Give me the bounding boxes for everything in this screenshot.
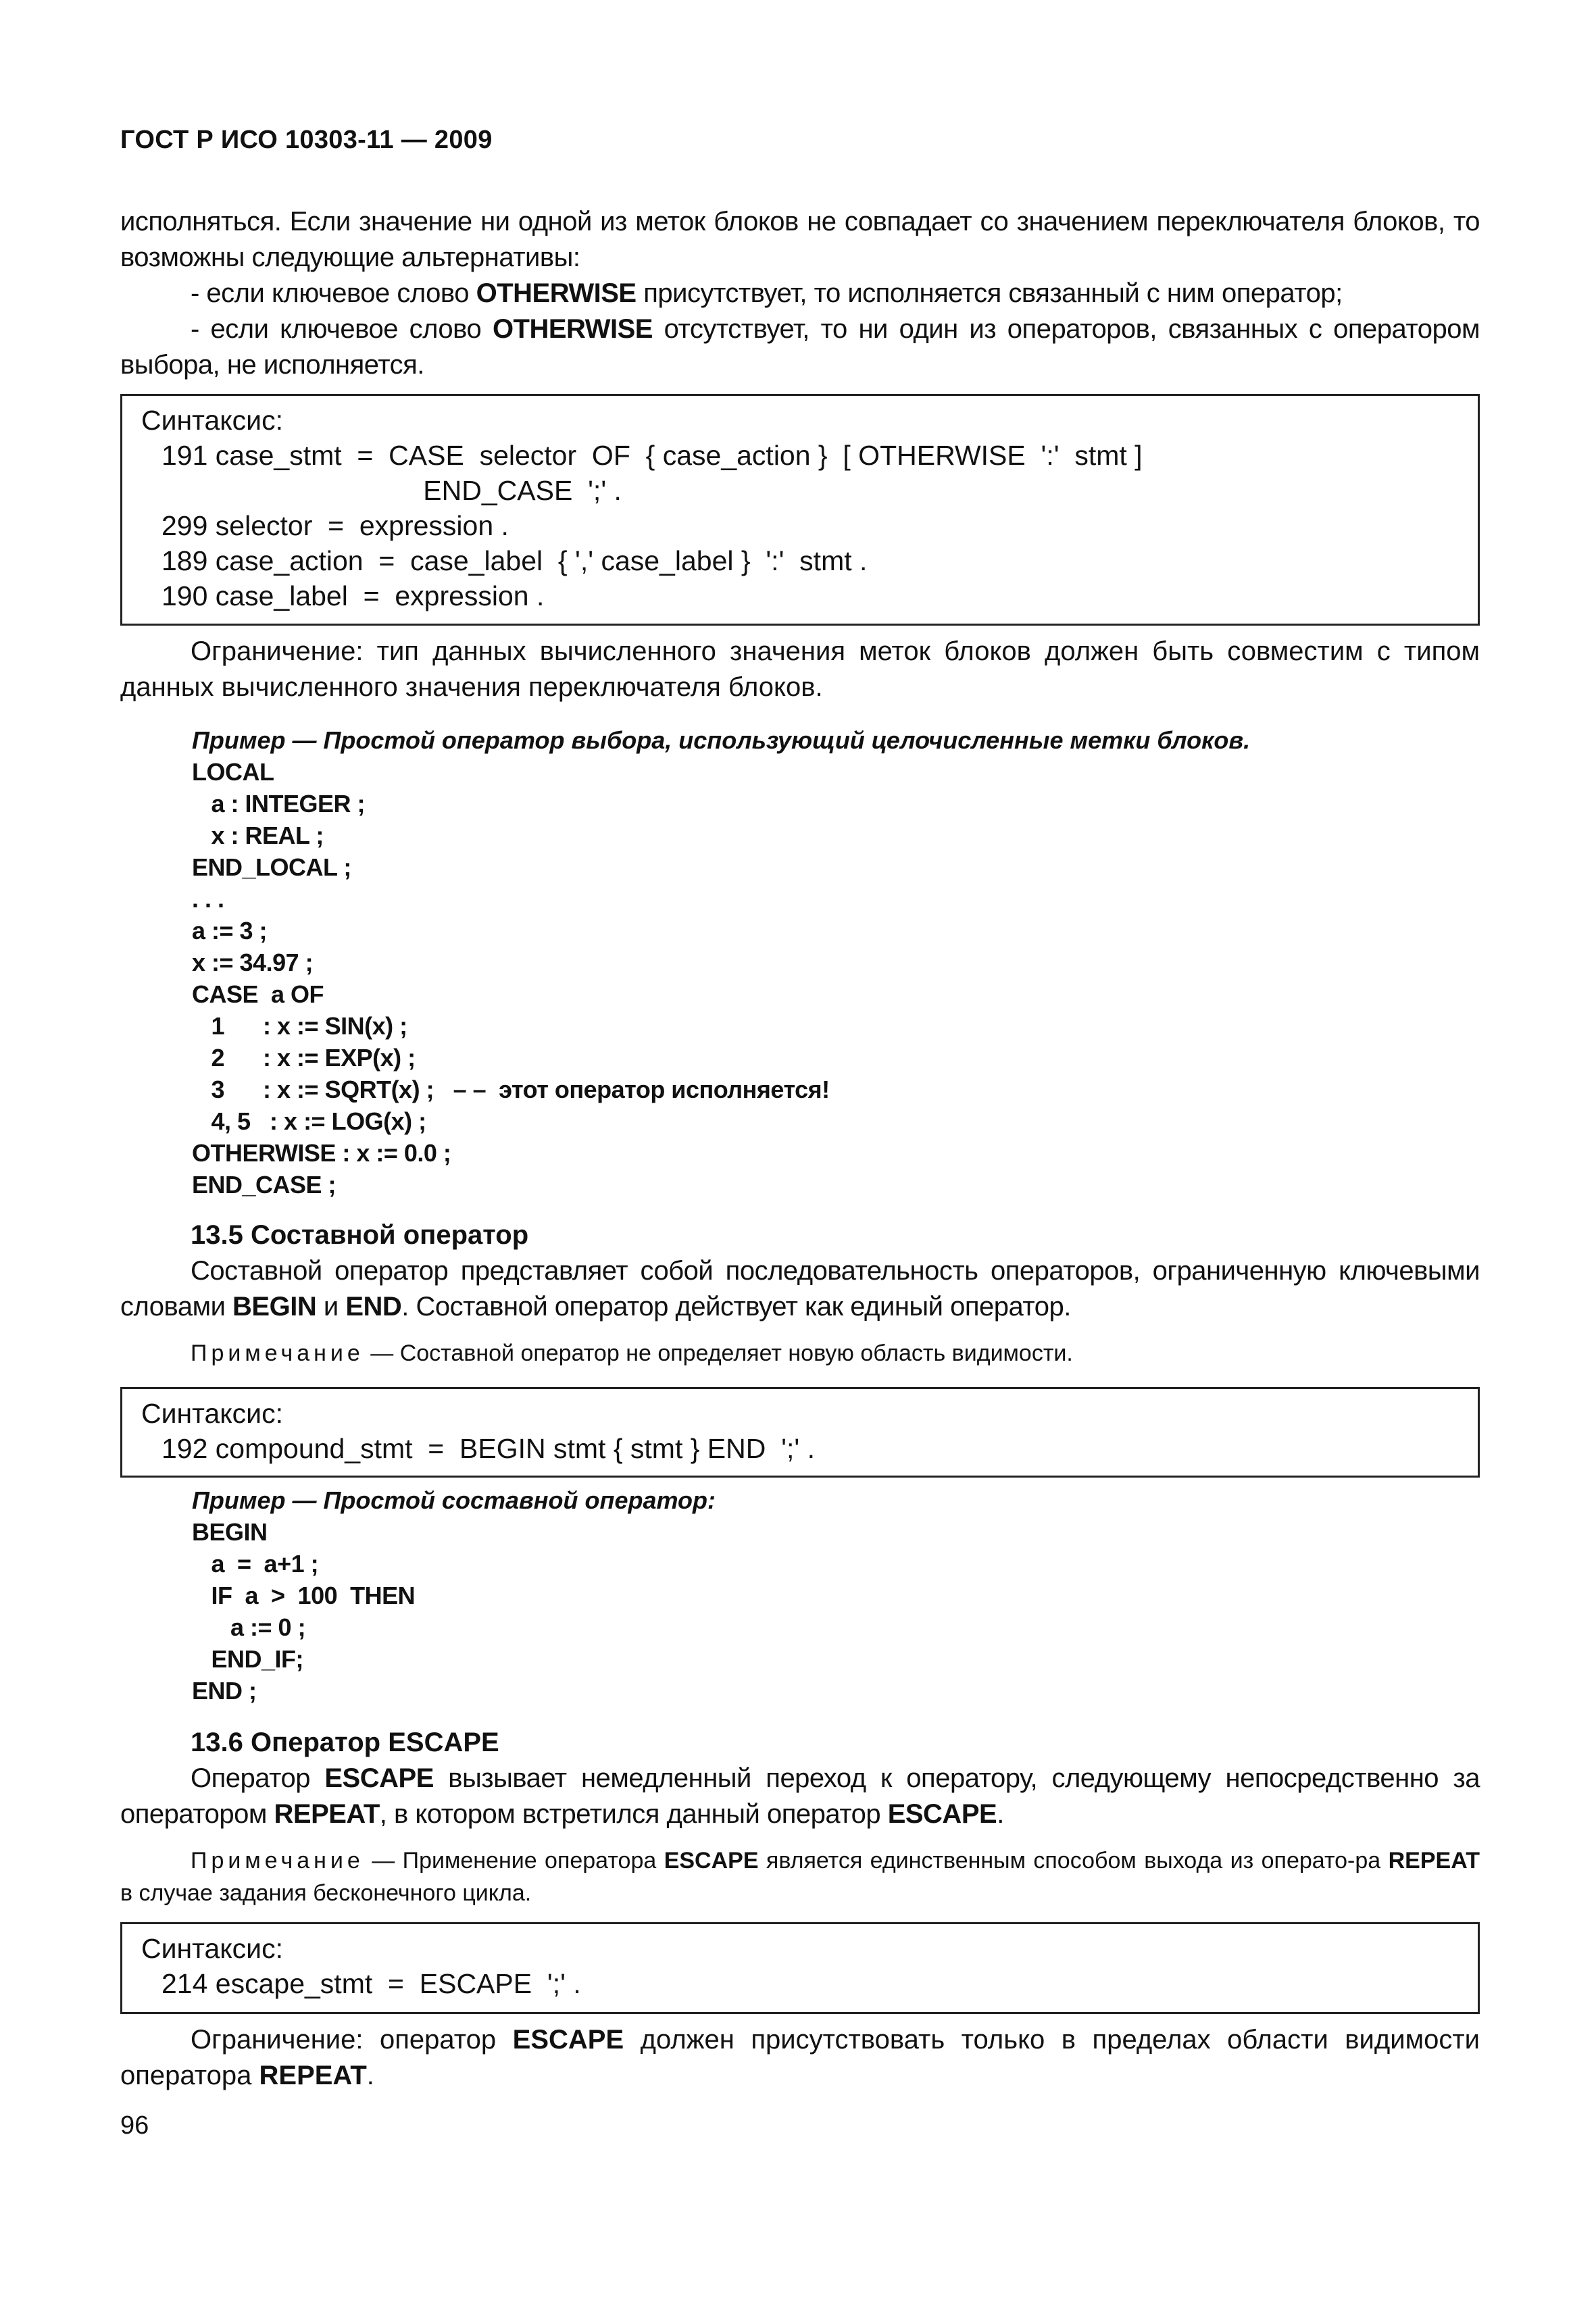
- code-line: IF a > 100 THEN: [192, 1582, 416, 1609]
- note: Примечание — Применение оператора ESCAPE является единственным способом выхода из операто-ра REPEAT в случае задания бесконечного цикла.: [120, 1848, 1480, 1906]
- code-line: END_IF;: [192, 1645, 304, 1673]
- code-line: a : INTEGER ;: [192, 790, 366, 818]
- note-label: Примечание: [191, 1848, 364, 1873]
- page-number: 96: [120, 2111, 149, 2140]
- code-line: END_CASE ;: [192, 1171, 336, 1199]
- section-heading: 13.5 Составной оператор: [191, 1220, 529, 1250]
- keyword-otherwise: OTHERWISE: [492, 314, 653, 344]
- keyword-repeat: REPEAT: [274, 1799, 380, 1829]
- keyword-escape: ESCAPE: [512, 2025, 624, 2055]
- keyword-begin: BEGIN: [232, 1292, 317, 1322]
- syntax-box-case: [120, 394, 1480, 626]
- syntax-label: Синтаксис:: [141, 1398, 283, 1429]
- note: Примечание — Составной оператор не определяет новую область видимости.: [191, 1340, 1073, 1366]
- intro-block: [120, 204, 1480, 383]
- keyword-escape: ESCAPE: [324, 1763, 434, 1793]
- keyword-repeat: REPEAT: [259, 2061, 367, 2090]
- keyword-escape: ESCAPE: [664, 1848, 759, 1873]
- code-line: 3 : x := SQRT(x) ; – – этот оператор исполняется!: [192, 1076, 830, 1103]
- syntax-box-escape: [120, 1922, 1480, 2014]
- syntax-line: END_CASE ';' .: [161, 475, 622, 506]
- document-header: ГОСТ Р ИСО 10303-11 — 2009: [120, 126, 493, 154]
- example-title: Пример — Простой оператор выбора, использующий целочисленные метки блоков.: [192, 726, 1251, 754]
- syntax-line: 189 case_action = case_label { ',' case_label } ':' stmt .: [161, 545, 868, 576]
- syntax-line: 214 escape_stmt = ESCAPE ';' .: [161, 1968, 581, 1999]
- section-text: Составной оператор представляет собой последовательность операторов, ограниченную ключевыми словами BEGIN и END. Составной оператор действует как единый оператор.: [120, 1256, 1480, 1322]
- note-label: Примечание: [191, 1340, 364, 1366]
- section-text: Оператор ESCAPE вызывает немедленный переход к оператору, следующему непосредственно за оператором REPEAT, в котором встретился данный оператор ESCAPE.: [120, 1763, 1480, 1829]
- keyword-end: END: [345, 1292, 402, 1322]
- code-line: 2 : x := EXP(x) ;: [192, 1044, 416, 1072]
- code-line: 4, 5 : x := LOG(x) ;: [192, 1107, 426, 1135]
- code-line: CASE a OF: [192, 980, 324, 1008]
- alternative-1: - если ключевое слово OTHERWISE присутствует, то исполняется связанный с ним оператор;: [191, 278, 1343, 308]
- code-line: a := 0 ;: [192, 1613, 306, 1641]
- example-compound: [192, 1484, 1476, 1707]
- restriction-text: Ограничение: тип данных вычисленного значения меток блоков должен быть совместим с типом данных вычисленного значения переключателя блоков.: [120, 636, 1480, 702]
- example-case: [192, 724, 1476, 1201]
- code-line: BEGIN: [192, 1518, 268, 1546]
- code-line: a = a+1 ;: [192, 1550, 319, 1578]
- code-line: x : REAL ;: [192, 822, 324, 849]
- intro-paragraph: исполняться. Если значение ни одной из меток блоков не совпадает со значением переключателя блоков, то возможны следующие альтернативы:: [120, 207, 1480, 272]
- section-13-6: [120, 1725, 1480, 1909]
- code-line: END ;: [192, 1677, 257, 1705]
- keyword-repeat: REPEAT: [1388, 1848, 1480, 1873]
- syntax-line: 192 compound_stmt = BEGIN stmt { stmt } END ';' .: [161, 1433, 815, 1464]
- code-line: a := 3 ;: [192, 917, 268, 945]
- restriction-block: [120, 2022, 1480, 2094]
- restriction-block: [120, 634, 1480, 705]
- code-line: OTHERWISE : x := 0.0 ;: [192, 1139, 451, 1167]
- code-line: . . .: [192, 885, 224, 913]
- alternative-2: - если ключевое слово OTHERWISE отсутствует, то ни один из операторов, связанных с оператором выбора, не исполняется.: [120, 314, 1480, 380]
- code-line: x := 34.97 ;: [192, 949, 314, 976]
- code-line: 1 : x := SIN(x) ;: [192, 1012, 407, 1040]
- keyword-escape: ESCAPE: [887, 1799, 997, 1829]
- syntax-label: Синтаксис:: [141, 1933, 283, 1964]
- code-line: END_LOCAL ;: [192, 853, 351, 881]
- syntax-line: 299 selector = expression .: [161, 510, 509, 541]
- syntax-box-compound: [120, 1387, 1480, 1478]
- syntax-line: 191 case_stmt = CASE selector OF { case_action } [ OTHERWISE ':' stmt ]: [161, 440, 1143, 471]
- section-13-5: [120, 1217, 1480, 1369]
- keyword-otherwise: OTHERWISE: [476, 278, 637, 308]
- section-heading: 13.6 Оператор ESCAPE: [191, 1728, 499, 1757]
- restriction-text: Ограничение: оператор ESCAPE должен присутствовать только в пределах области видимости оператора REPEAT.: [120, 2025, 1480, 2090]
- code-line: LOCAL: [192, 758, 274, 786]
- syntax-line: 190 case_label = expression .: [161, 580, 545, 611]
- example-title: Пример — Простой составной оператор:: [192, 1486, 716, 1514]
- syntax-label: Синтаксис:: [141, 405, 283, 436]
